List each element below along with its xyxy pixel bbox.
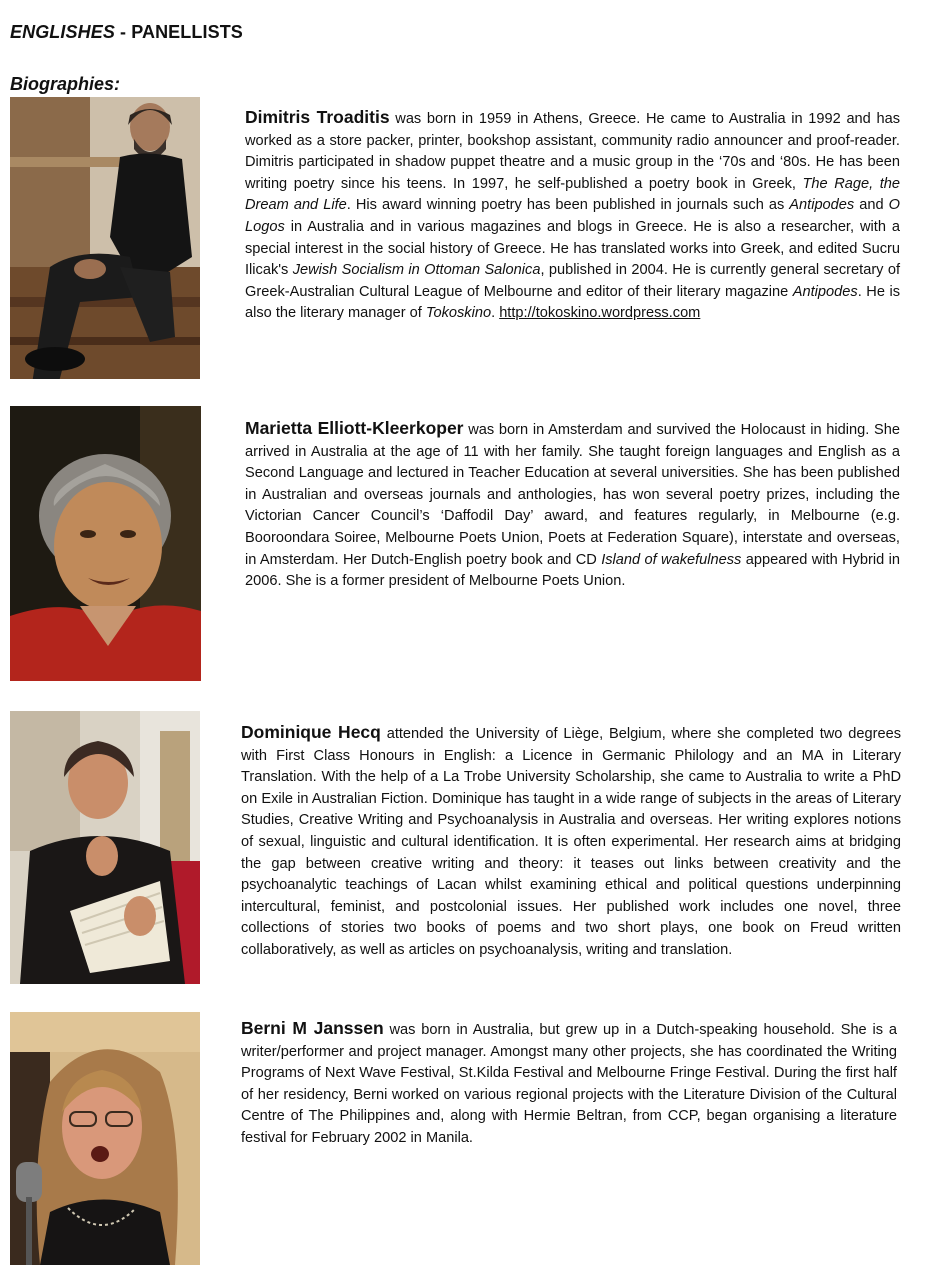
portrait-photo-elliott-kleerkoper [10,406,201,681]
bio-hecq [241,722,901,962]
bio-text: . His award winning poetry has been published in journals such as [346,197,790,214]
bio-elliott-kleerkoper [245,418,900,593]
panellist-name: Dimitris Troaditis [245,107,390,127]
bio-text: , published in 2004. He is currently general secretary of Greek-Australian Cultural League of Melbourne and editor of their literary magazine [245,262,900,300]
bio-troaditis [245,107,900,325]
translation-title: Jewish Socialism in Ottoman Salonica [292,262,541,279]
panellist-name: Berni M Janssen [241,1018,384,1038]
bio-text: . [491,305,500,322]
panellist-name: Dominique Hecq [241,722,381,742]
portrait-photo-hecq [10,711,200,984]
bio-text: was born in 1959 in Athens, Greece. He came to Australia in 1992 and has worked as a store packer, printer, bookshop assistant, community radio announcer and proof-reader. Dimitris participated in shadow puppet theatre and a music group in the ‘70s and ‘80s. He has been writing poetry since his teens. In 1997, he self-published a poetry book in Greek, [245,111,901,192]
journal-title: Antipodes [789,197,855,214]
bio-text: . He is also the literary manager of [245,283,900,322]
page-title [10,22,243,43]
journal-title: O Logos [245,197,900,235]
bio-text: and [854,197,889,214]
page-title-rest: - PANELLISTS [114,22,243,42]
bio-text: was born in Australia, but grew up in a Dutch-speaking household. She is a writer/performer and project manager. Amongst many other projects, she has coordinated the Writing Programs of Next Wave Festival, St.Kilda Festival and Melbourne Fringe Festival. During the first half of her residency, Berni worked on various regional projects with the Literature Division of the Cultural Centre of The Philippines and, along with Hermie Beltran, from CCP, began organising a literature festival for February 2002 in Manila. [241,1022,898,1146]
portrait-photo-janssen [10,1012,200,1265]
section-heading: Biographies: [10,74,121,94]
bio-text: in Australia and in various magazines and blogs in Greece. He is also a researcher, with a special interest in the social history of Greece. He has translated works into Greek, and edited Sucru Ilicak's [245,218,900,279]
bio-text: was born in Amsterdam and survived the Holocaust in hiding. She arrived in Australia at the age of 11 with her family. She taught foreign languages and English as a Second Language and lectured in Teacher Education at several universities. She has been published in Australian and overseas journals and anthologies, has won several poetry prizes, including the Victorian Cancer Council’s ‘Daffodil Day’ award, and features regularly, in Melbourne (e.g. Booroondara Soiree, Melbourne Poets Union, Poets at Federation Square), interstate and overseas, in Amsterdam. Her Dutch-English poetry book and CD [245,422,900,568]
page-title-italic: ENGLISHES [10,22,115,42]
portrait-photo-troaditis [10,97,200,379]
magazine-title: Antipodes [792,283,858,300]
book-title: The Rage, the Dream and Life [245,175,900,214]
bio-janssen [241,1018,897,1150]
organisation-name: Tokoskino [425,305,492,322]
panellist-name: Marietta Elliott-Kleerkoper [245,418,464,438]
bio-text: appeared with Hybrid in 2006. She is a former president of Melbourne Poets Union. [245,551,900,590]
tokoskino-link[interactable]: http://tokoskino.wordpress.com [499,305,701,322]
bio-text: attended the University of Liège, Belgium, where she completed two degrees with First Class Honours in English: a Licence in Germanic Philology and an MA in Literary Translation. With the help of a La Trobe University Scholarship, she came to Australia to write a PhD on Exile in Australian Fiction. Dominique has taught in a wide range of subjects in the areas of Literary Studies, Creative Writing and Psychoanalysis in Australia and overseas. Her writing explores notions of sexual, linguistic and cultural identification. It is often experimental. Her research aims at bridging the gap between creative writing and theory: it teases out links between creativity and the psychoanalytic teachings of Lacan whilst examining ethical and political questions underpinning intercultural, feminist, and postcolonial issues. Her published work includes one novel, three collections of stories two books of poems and two short plays, one book on Freud written collaboratively, as well as articles on psychoanalysis, writing and translation. [241,726,901,958]
book-title: Island of wakefulness [601,551,742,568]
